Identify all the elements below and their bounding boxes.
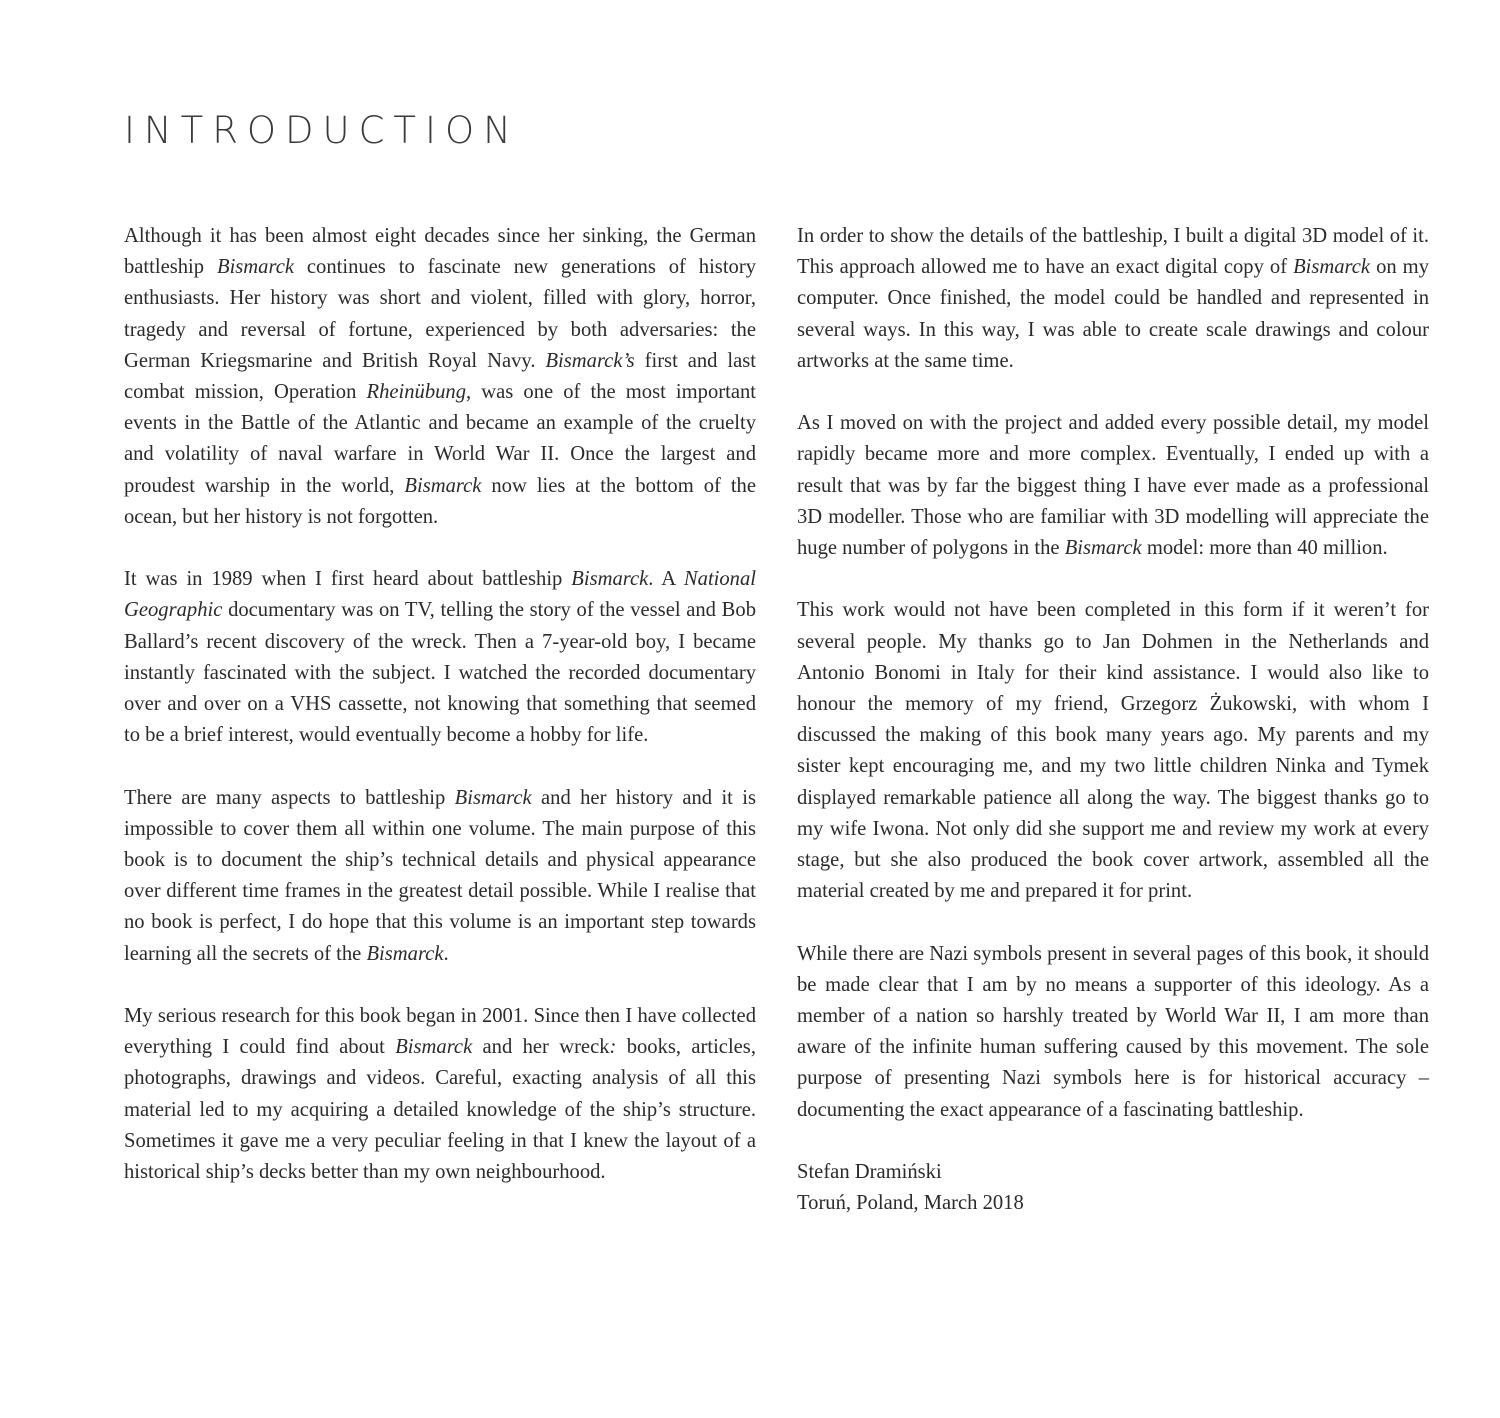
body-paragraph — [797, 595, 1429, 907]
signature-block — [797, 1157, 1429, 1219]
text-run: Although it has been almost eight decades since her sinking, the German battleship — [124, 225, 756, 279]
italic-text: Bismarck — [1064, 537, 1142, 560]
body-paragraph — [797, 939, 1429, 1126]
body-paragraph — [124, 564, 756, 751]
text-run: and her wreck — [472, 1036, 610, 1059]
text-run: There are many aspects to battleship — [124, 786, 455, 809]
italic-text: Bismarck — [216, 256, 294, 279]
text-run: My serious research for this book began in 2001. Since then I have collected everything I could find about — [124, 1005, 756, 1059]
text-run: In order to show the details of the battleship, I built a digital 3D model of it. This approach allowed me to have an exact digital copy of — [797, 225, 1429, 279]
italic-text: : — [609, 1036, 617, 1059]
text-run: first and last combat mission, Operation — [124, 349, 757, 404]
page-title: INTRODUCTION — [124, 109, 520, 152]
text-run: now lies at the bottom of the ocean, but her history is not forgotten. — [124, 474, 756, 528]
body-paragraph — [124, 221, 756, 533]
italic-text: Rheinübung — [366, 381, 467, 404]
italic-text: Bismarck — [571, 568, 649, 591]
text-run: documentary was on TV, telling the story of the vessel and Bob Ballard’s recent discovery of the wreck. Then a 7-year-old boy, I became instantly fascinated with the subject. I watched the recorded documentary over and over on a VHS cassette, not knowing that something that seemed to be a brief interest, would eventually become a hobby for life. — [124, 599, 756, 747]
italic-text: Bismarck’s — [545, 349, 635, 372]
body-paragraph — [797, 221, 1429, 377]
text-run: . A — [648, 568, 684, 591]
author-name: Stefan Dramiński — [797, 1161, 942, 1184]
right-column — [797, 221, 1429, 1219]
text-run: and her history and it is impossible to cover them all within one volume. The main purpose of this book is to document the ship’s technical details and physical appearance over different time frames in the greatest detail possible. While I realise that no book is perfect, I do hope that this volume is an important step towards learning all the secrets of the — [124, 786, 757, 965]
text-run: continues to fascinate new generations of history enthusiasts. Her history was short and violent, filled with glory, horror, tragedy and reversal of fortune, experienced by both adversaries: the German Kriegsmarine and British Royal Navy. — [124, 256, 756, 372]
text-run: books, articles, photographs, drawings and videos. Careful, exacting analysis of all this material led to my acquiring a detailed knowledge of the ship’s structure. Sometimes it gave me a very peculiar feeling in that I knew the layout of a historical ship’s decks better than my own neighbourhood. — [124, 1036, 756, 1184]
place-and-date: Toruń, Poland, March 2018 — [797, 1192, 1024, 1215]
text-run: on my computer. Once finished, the model could be handled and represented in several ways. In this way, I was able to create scale drawings and colour artworks at the same time. — [797, 256, 1429, 372]
left-column — [124, 221, 756, 1219]
text-run: model: more than 40 million. — [1141, 537, 1388, 560]
italic-text: Bismarck — [454, 786, 532, 809]
text-run: , was one of the most important events in the Battle of the Atlantic and became an example of the cruelty and volatility of naval warfare in World War II. Once the largest and proudest warship in the world, — [124, 381, 756, 497]
text-run: It was in 1989 when I first heard about battleship — [124, 568, 572, 591]
text-run: While there are Nazi symbols present in several pages of this book, it should be made clear that I am by no means a supporter of this ideology. As a member of a nation so harshly treated by World War II, I am more than aware of the infinite human suffering caused by this movement. The sole purpose of presenting Nazi symbols here is for historical accuracy – documenting the exact appearance of a fascinating battleship. — [797, 942, 1429, 1121]
italic-text: Bismarck — [395, 1036, 473, 1059]
text-run: . — [443, 942, 449, 965]
italic-text: Bismarck — [366, 942, 444, 965]
italic-text: Bismarck — [404, 474, 482, 497]
italic-text: Bismarck — [1293, 256, 1371, 279]
body-paragraph — [124, 1001, 756, 1188]
body-paragraph — [797, 408, 1429, 564]
italic-text: National Geographic — [124, 568, 756, 622]
text-run: As I moved on with the project and added every possible detail, my model rapidly became more and more complex. Eventually, I ended up with a result that was by far the biggest thing I have ever made as a professional 3D modeller. Those who are familiar with 3D modelling will appreciate the huge number of polygons in the — [797, 412, 1429, 560]
body-paragraph — [124, 783, 756, 970]
text-run: This work would not have been completed in this form if it weren’t for several people. My thanks go to Jan Dohmen in the Netherlands and Antonio Bonomi in Italy for their kind assistance. I would also like to honour the memory of my friend, Grzegorz Żukowski, with whom I discussed the making of this book many years ago. My parents and my sister kept encouraging me, and my two little children Ninka and Tymek displayed remarkable patience all along the way. The biggest thanks go to my wife Iwona. Not only did she support me and review my work at every stage, but she also produced the book cover artwork, assembled all the material created by me and prepared it for print. — [797, 599, 1429, 903]
